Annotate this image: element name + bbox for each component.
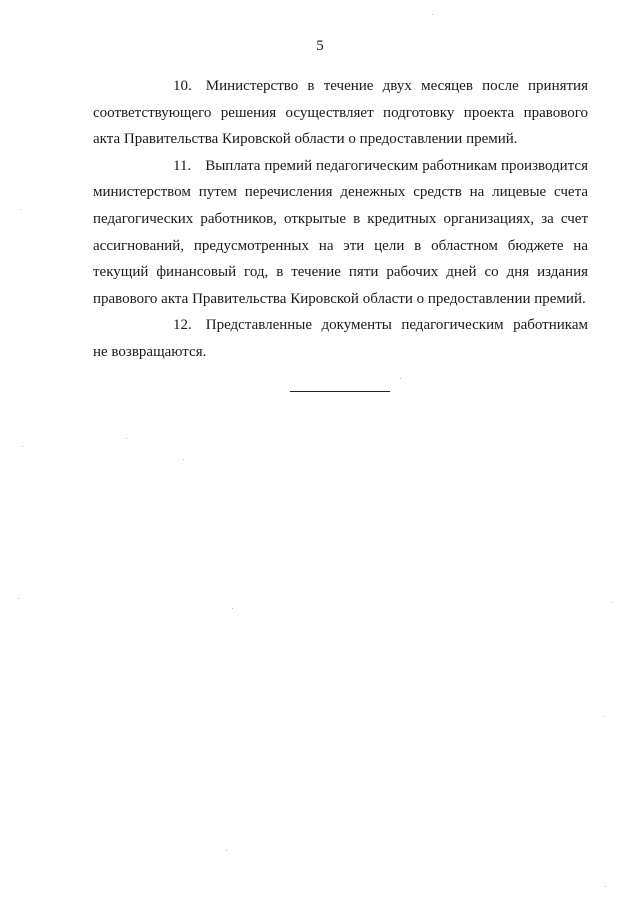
scan-speck [604, 716, 605, 717]
scan-speck [18, 598, 19, 599]
scan-speck [232, 608, 233, 609]
scan-speck [605, 886, 606, 887]
scan-speck [22, 446, 23, 447]
scan-speck [226, 850, 227, 851]
scan-speck [183, 459, 184, 460]
scan-speck [400, 378, 401, 379]
paragraph-text: Министерство в течение двух месяцев после принятия соответствующего решения осуществляет подготовку проекта правового акта Правительства Кировской области о предоставлении премий. [93, 78, 588, 148]
paragraph-text: Выплата премий педагогическим работникам производится министерством путем перечисления денежных средств на лицевые счета педагогических работников, открытые в кредитных организациях, за счет ассигнований, предусмотренных на эти цели в областном бюджете на текущий финансовый год, в течение пяти рабочих дней со дня издания правового акта Правительства Кировской области о предоставлении премий. [93, 157, 588, 307]
scan-speck [432, 14, 433, 15]
paragraph-number: 11. [173, 157, 192, 174]
document-body [93, 73, 588, 366]
paragraph-12 [93, 312, 588, 365]
end-separator-line [290, 391, 390, 392]
scan-speck [612, 602, 613, 603]
paragraph-10 [93, 73, 588, 153]
page-number: 5 [316, 38, 324, 54]
paragraph-number: 12. [173, 317, 192, 334]
paragraph-number: 10. [173, 78, 192, 94]
paragraph-11 [93, 153, 588, 313]
scan-speck [20, 209, 21, 210]
scan-speck [126, 438, 127, 439]
paragraph-text: Представленные документы педагогическим работникам не возвращаются. [93, 317, 588, 360]
